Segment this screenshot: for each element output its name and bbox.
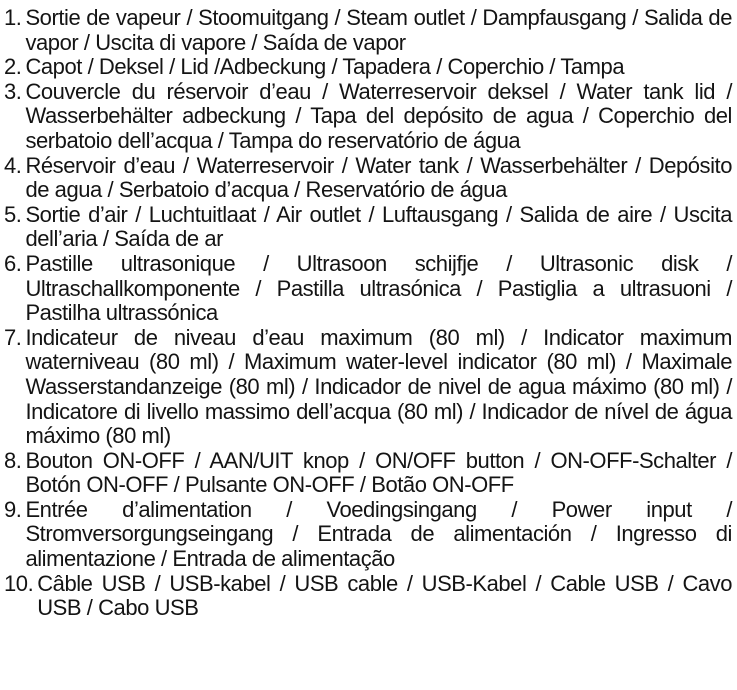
item-text: Indicateur de niveau d’eau maximum (80 ml) / Indicator maximum waterniveau (80 ml) / Maximum water-level indicator (80 ml) / Maximale Wasserstandanzeige (80 ml) / Indicador de nivel de agua máximo (80 ml) / Indicatore di livello massimo dell’acqua (80 ml) / Indicador de nível de água máximo (80 ml)	[25, 324, 732, 449]
item-text: Sortie d’air / Luchtuitlaat / Air outlet / Luftausgang / Salida de aire / Uscita dell’aria / Saída de ar	[25, 201, 732, 252]
item-number: 10.	[4, 570, 34, 596]
item-text: Réservoir d’eau / Waterreservoir / Water tank / Wasserbehälter / Depósito de agua / Serbatoio d’acqua / Reservatório de água	[25, 152, 732, 203]
item-text: Câble USB / USB-kabel / USB cable / USB-Kabel / Cable USB / Cavo USB / Cabo USB	[37, 570, 732, 621]
item-text: Capot / Deksel / Lid /Adbeckung / Tapadera / Coperchio / Tampa	[25, 54, 625, 80]
item-number: 7.	[4, 324, 22, 350]
list-item	[4, 55, 732, 80]
item-text: Sortie de vapeur / Stoomuitgang / Steam outlet / Dampfausgang / Salida de vapor / Uscita di vapore / Saída de vapor	[25, 5, 732, 55]
item-number: 5.	[4, 201, 22, 227]
list-item	[4, 80, 732, 154]
parts-list	[4, 6, 732, 621]
item-number: 6.	[4, 250, 22, 276]
list-item	[4, 326, 732, 449]
list-item	[4, 449, 732, 498]
item-text: Bouton ON-OFF / AAN/UIT knop / ON/OFF button / ON-OFF-Schalter / Botón ON-OFF / Pulsante ON-OFF / Botão ON-OFF	[25, 447, 732, 498]
list-item	[4, 203, 732, 252]
item-number: 1.	[4, 5, 22, 30]
list-item	[4, 252, 732, 326]
item-number: 9.	[4, 496, 22, 522]
item-number: 8.	[4, 447, 22, 473]
list-item	[4, 498, 732, 572]
item-number: 2.	[4, 54, 22, 80]
item-number: 4.	[4, 152, 22, 178]
list-item	[4, 154, 732, 203]
list-item	[4, 6, 732, 55]
item-number: 3.	[4, 78, 22, 104]
item-text: Entrée d’alimentation / Voedingsingang / Power input / Stromversorgungseingang / Entrada de alimentación / Ingresso di alimentazione / Entrada de alimentação	[25, 496, 732, 572]
list-item	[4, 572, 732, 621]
item-text: Pastille ultrasonique / Ultrasoon schijfje / Ultrasonic disk / Ultraschallkomponente / Pastilla ultrasónica / Pastiglia a ultrasuoni / Pastilha ultrassónica	[25, 250, 732, 326]
item-text: Couvercle du réservoir d’eau / Waterreservoir deksel / Water tank lid / Wasserbehälter adbeckung / Tapa del depósito de agua / Coperchio del serbatoio dell’acqua / Tampa do reservatório de água	[25, 78, 732, 153]
